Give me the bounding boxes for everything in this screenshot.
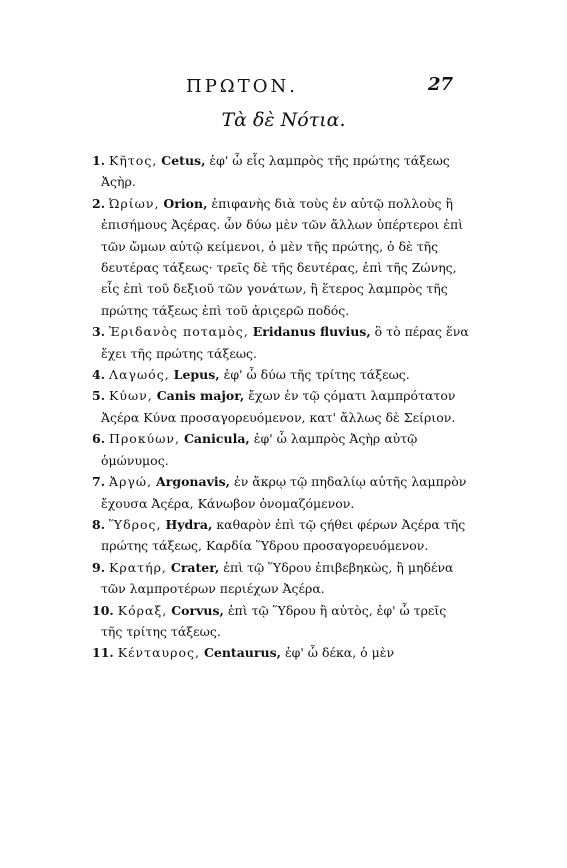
entry-number: 1. <box>92 153 106 168</box>
entry-number: 6. <box>92 431 106 447</box>
entry-number: 7. <box>92 474 106 490</box>
entry-greek-name: Ἐριδανὸς ποταμὸς, <box>109 324 249 340</box>
entry-number: 4. <box>92 367 106 383</box>
list-item <box>92 514 470 557</box>
entry-greek-name: Κύων, <box>109 388 153 404</box>
entry-text: ἐφ' ὧ δέκα, ὁ μὲν <box>284 645 395 661</box>
list-item <box>92 150 470 193</box>
page-number: 27 <box>428 74 454 95</box>
entry-greek-name: Προκύων, <box>109 431 180 447</box>
entry-latin-name: Lepus, <box>173 367 220 383</box>
entry-latin-name: Cetus, <box>161 153 206 168</box>
entry-greek-name: Κόραξ, <box>117 602 168 618</box>
entry-number: 11. <box>92 645 114 661</box>
entry-greek-name: Ἀργώ, <box>109 474 153 490</box>
entry-greek-name: Ὠρίων, <box>109 195 160 211</box>
list-item <box>92 321 470 364</box>
entry-greek-name: Κένταυρος, <box>117 645 200 661</box>
entry-text: ὃ τὸ πέρας ἕνα ἔχει τῆς πρώτης τάξεως. <box>101 324 469 361</box>
running-head <box>0 76 567 102</box>
entry-number: 8. <box>92 516 106 532</box>
entry-latin-name: Canis major, <box>156 388 245 404</box>
entry-greek-name: Κρατήρ, <box>109 559 167 575</box>
entry-number: 5. <box>92 388 106 404</box>
list-item <box>92 557 470 600</box>
list-item <box>92 428 470 471</box>
entry-text: ἐφ' ὧ εἷς λαμπρὸς τῆς πρώτης τάξεως Ἀςὴρ. <box>101 153 450 190</box>
running-title: ΠΡΩΤΟΝ. <box>186 76 298 97</box>
entry-text: ἐφ' ὧ δύω τῆς τρίτης τάξεως. <box>223 367 410 383</box>
entry-text: καθαρὸν ἐπὶ τῷ ςήθει φέρων Ἀςέρα τῆς πρώτης τάξεως, Καρδία Ὕδρου προσαγορευόμενον. <box>101 516 466 554</box>
list-item <box>92 364 470 385</box>
list-item <box>92 193 470 321</box>
entry-latin-name: Orion, <box>163 195 208 211</box>
list-item <box>92 471 470 514</box>
list-item <box>92 600 470 643</box>
entry-latin-name: Centaurus, <box>203 645 281 661</box>
entry-latin-name: Canicula, <box>183 431 250 447</box>
entry-latin-name: Eridanus fluvius, <box>252 324 371 340</box>
entry-number: 3. <box>92 324 106 340</box>
entry-greek-name: Ὕδρος, <box>109 516 162 532</box>
list-item <box>92 642 470 663</box>
entry-greek-name: Κῆτος, <box>109 153 158 168</box>
entry-latin-name: Hydra, <box>165 516 213 532</box>
entry-number: 10. <box>92 602 114 618</box>
entry-text: ἔχων ἐν τῷ ςόματι λαμπρότατον Ἀςέρα Κύνα προσαγορευόμενον, κατ' ἄλλως δὲ Σείριον. <box>101 388 456 425</box>
entry-text: ἐν ἄκρῳ τῷ πηδαλίῳ αὐτῆς λαμπρὸν ἔχουσα Ἀςέρα, Κάνωβον ὀνομαζόμενον. <box>101 474 467 511</box>
entry-text: ἐπὶ τῷ Ὕδρου ἐπιβεβηκὼς, ἢ μηδένα τῶν λαμπροτέρων περιέχων Ἀςέρα. <box>101 559 454 597</box>
entry-latin-name: Corvus, <box>171 602 224 618</box>
entry-number: 2. <box>92 195 106 211</box>
entry-greek-name: Λαγωός, <box>109 367 170 383</box>
entry-list <box>92 150 470 664</box>
entry-text: ἐπιφανὴς διὰ τοὺς ἐν αὐτῷ πολλοὺς ἢ ἐπισήμους Ἀςέρας. ὧν δύω μὲν τῶν ἄλλων ὑπέρτεροι ἐπὶ τῶν ὤμων αὐτῷ κείμενοι, ὁ μὲν τῆς πρώτης, ὁ δὲ τῆς δευτέρας τάξεως· τρεῖς δὲ τῆς δευτέρας, ἐπὶ τῆς Ζώνης, εἷς ἐπὶ τοῦ δεξιοῦ τῶν γονάτων, ἢ ἕτερος λαμπρὸς τῆς πρώτης τάξεως ἐπὶ τοῦ ἀριςερῶ ποδός. <box>101 195 464 318</box>
entry-latin-name: Crater, <box>170 559 220 575</box>
list-item <box>92 385 470 428</box>
entry-text: ἐφ' ὧ λαμπρὸς Ἀςὴρ αὐτῷ ὁμώνυμος. <box>101 431 418 468</box>
entry-latin-name: Argonavis, <box>156 474 230 490</box>
section-title: Τὰ δὲ Νότια. <box>221 109 346 131</box>
entry-number: 9. <box>92 559 106 575</box>
entry-text: ἐπὶ τῷ Ὕδρου ἢ αὐτὸς, ἐφ' ὧ τρεῖς τῆς τρίτης τάξεως. <box>101 602 447 639</box>
